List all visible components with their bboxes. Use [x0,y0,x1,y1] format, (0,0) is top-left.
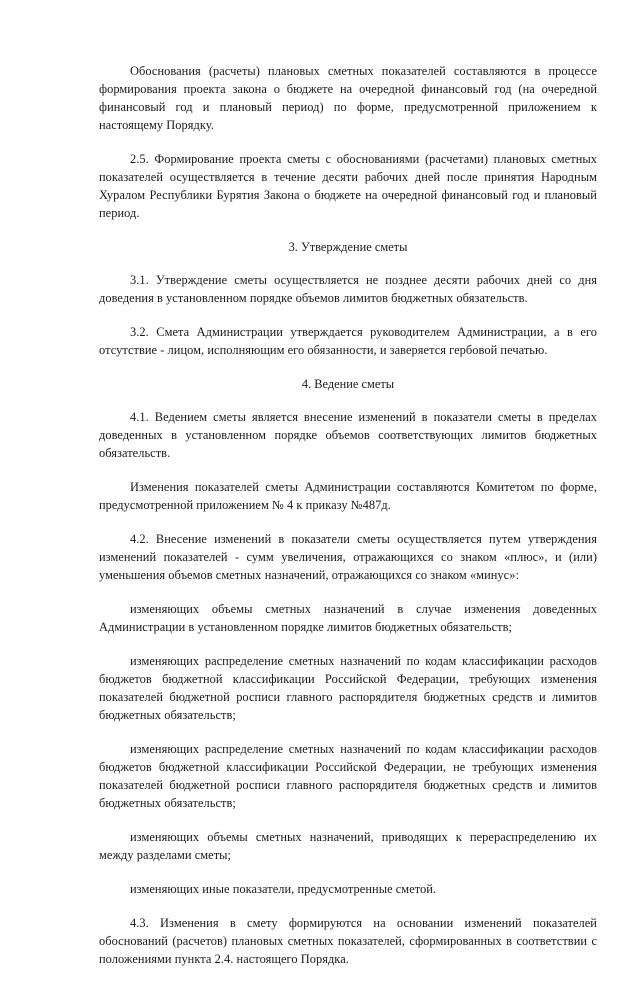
document-page [99,62,597,984]
list-item-other: изменяющих иные показатели, предусмотренные сметой. [130,882,437,896]
paragraph-4-2: 4.2. Внесение изменений в показатели сметы осуществляется путем утверждения изменений показателей - сумм увеличения, отражающихся со знаком «плюс», и (или) уменьшения объемов сметных назначений, отражающихся со знаком «минус»: [99,532,597,582]
paragraph-changes-form: Изменения показателей сметы Администрации составляются Комитетом по форме, предусмотренной приложением № 4 к приказу №487д. [99,480,597,512]
list-item-limits: изменяющих объемы сметных назначений в случае изменения доведенных Администрации в установленном порядке лимитов бюджетных обязательств; [99,602,597,634]
section-3-heading: 3. Утверждение сметы [288,240,408,254]
paragraph-3-1: 3.1. Утверждение сметы осуществляется не позднее десяти рабочих дней со дня доведения в установленном порядке объемов лимитов бюджетных обязательств. [99,273,597,305]
paragraph-4-3: 4.3. Изменения в смету формируются на основании изменений показателей обоснований (расчетов) плановых сметных показателей, сформированных в соответствии с положениями пункта 2.4. настоящего Порядка. [99,916,597,966]
list-item-requiring-changes: изменяющих распределение сметных назначений по кодам классификации расходов бюджетов бюджетной классификации Российской Федерации, требующих изменения показателей бюджетной росписи главного распорядителя бюджетных средств и лимитов бюджетных обязательств; [99,654,597,722]
list-item-not-requiring-changes: изменяющих распределение сметных назначений по кодам классификации расходов бюджетов бюджетной классификации Российской Федерации, не требующих изменения показателей бюджетной росписи главного распорядителя бюджетных средств и лимитов бюджетных обязательств; [99,742,597,810]
paragraph-3-2: 3.2. Смета Администрации утверждается руководителем Администрации, а в его отсутствие - лицом, исполняющим его обязанности, и заверяется гербовой печатью. [99,325,597,357]
section-4-heading: 4. Ведение сметы [301,377,395,391]
paragraph-2-5: 2.5. Формирование проекта сметы с обоснованиями (расчетами) плановых сметных показателей осуществляется в течение десяти рабочих дней после принятия Народным Хуралом Республики Бурятия Закона о бюджете на очередной финансовый год и плановый период. [99,152,597,220]
list-item-redistribution: изменяющих объемы сметных назначений, приводящих к перераспределению их между разделами сметы; [99,830,597,862]
paragraph-4-1: 4.1. Ведением сметы является внесение изменений в показатели сметы в пределах доведенных в установленном порядке объемов соответствующих лимитов бюджетных обязательств. [99,410,597,460]
paragraph-justifications: Обоснования (расчеты) плановых сметных показателей составляются в процессе формирования проекта закона о бюджете на очередной финансовый год (на очередной финансовый год и плановый период) по форме, предусмотренной приложением к настоящему Порядку. [99,64,597,132]
